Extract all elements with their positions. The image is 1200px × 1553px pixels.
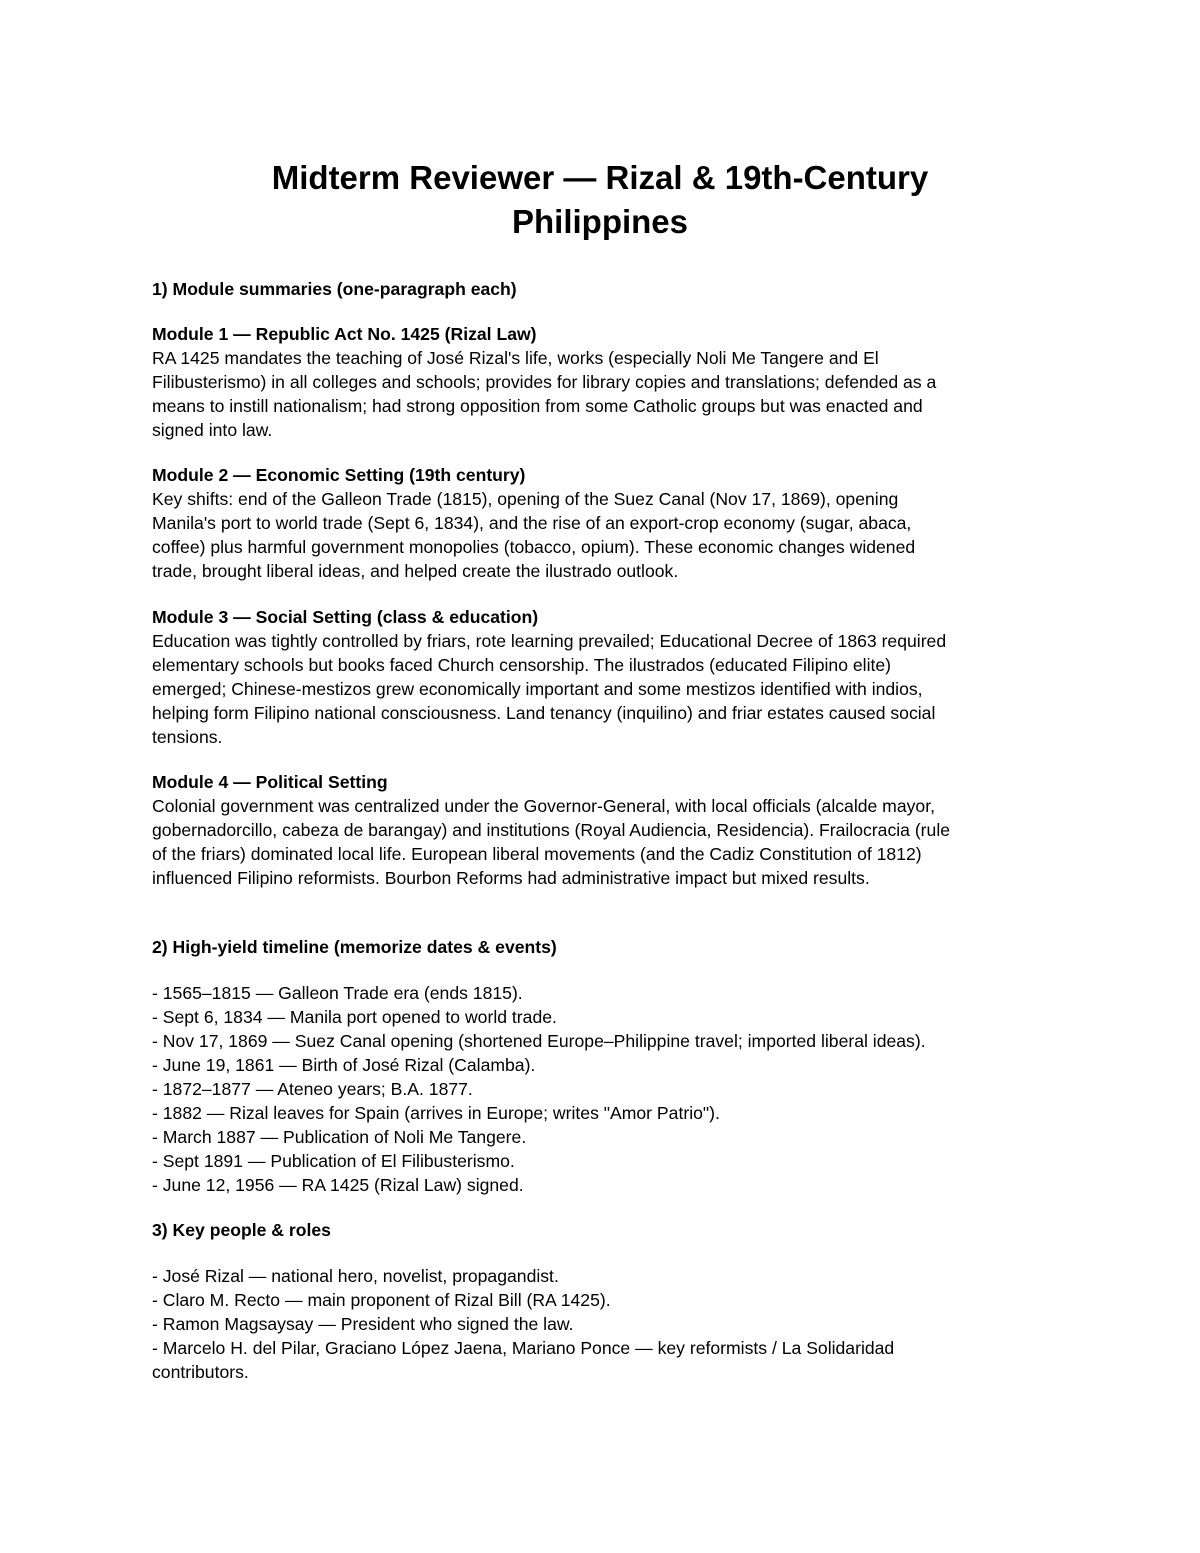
paragraph-line: Colonial government was centralized under the Governor-General, with local officials (alcalde mayor,	[152, 796, 935, 816]
paragraph-line: RA 1425 mandates the teaching of José Rizal's life, works (especially Noli Me Tangere and El	[152, 348, 879, 368]
paragraph-line: signed into law.	[152, 420, 273, 440]
paragraph-line: Manila's port to world trade (Sept 6, 1834), and the rise of an export-crop economy (sugar, abaca,	[152, 513, 912, 533]
paragraph-line: Education was tightly controlled by friars, rote learning prevailed; Educational Decree of 1863 required	[152, 631, 947, 651]
section-heading-key-people: 3) Key people & roles	[152, 1220, 331, 1240]
module-2-block	[152, 463, 1052, 583]
module-4-block	[152, 770, 1052, 890]
timeline-item: - Sept 1891 — Publication of El Filibusterismo.	[152, 1151, 515, 1171]
paragraph-line: of the friars) dominated local life. European liberal movements (and the Cadiz Constitution of 1812)	[152, 844, 922, 864]
paragraph-line: Key shifts: end of the Galleon Trade (1815), opening of the Suez Canal (Nov 17, 1869), opening	[152, 489, 899, 509]
timeline-item: - 1872–1877 — Ateneo years; B.A. 1877.	[152, 1079, 473, 1099]
timeline-item: - Nov 17, 1869 — Suez Canal opening (shortened Europe–Philippine travel; imported liberal ideas).	[152, 1031, 926, 1051]
paragraph-line: coffee) plus harmful government monopolies (tobacco, opium). These economic changes widened	[152, 537, 916, 557]
paragraph-line: emerged; Chinese-mestizos grew economically important and some mestizos identified with indios,	[152, 679, 923, 699]
key-people-list	[152, 1264, 1052, 1384]
page-title	[150, 156, 1050, 244]
title-line: Philippines	[511, 203, 689, 240]
list-item: - Marcelo H. del Pilar, Graciano López Jaena, Mariano Ponce — key reformists / La Solidaridad	[152, 1338, 895, 1358]
module-3-heading: Module 3 — Social Setting (class & education)	[152, 607, 539, 627]
timeline-item: - 1565–1815 — Galleon Trade era (ends 1815).	[152, 983, 523, 1003]
paragraph-line: influenced Filipino reformists. Bourbon Reforms had administrative impact but mixed results.	[152, 868, 870, 888]
timeline-item: - Sept 6, 1834 — Manila port opened to world trade.	[152, 1007, 557, 1027]
list-item: contributors.	[152, 1362, 249, 1382]
paragraph-line: tensions.	[152, 727, 223, 747]
timeline-item: - June 12, 1956 — RA 1425 (Rizal Law) signed.	[152, 1175, 524, 1195]
paragraph-line: gobernadorcillo, cabeza de barangay) and institutions (Royal Audiencia, Residencia). Frailocracia (rule	[152, 820, 951, 840]
paragraph-line: helping form Filipino national consciousness. Land tenancy (inquilino) and friar estates caused social	[152, 703, 936, 723]
list-item: - Ramon Magsaysay — President who signed the law.	[152, 1314, 574, 1334]
list-item: - Claro M. Recto — main proponent of Rizal Bill (RA 1425).	[152, 1290, 611, 1310]
module-1-block	[152, 322, 1052, 442]
module-2-heading: Module 2 — Economic Setting (19th century)	[152, 465, 526, 485]
list-item: - José Rizal — national hero, novelist, propagandist.	[152, 1266, 559, 1286]
timeline-item: - June 19, 1861 — Birth of José Rizal (Calamba).	[152, 1055, 536, 1075]
module-4-heading: Module 4 — Political Setting	[152, 772, 388, 792]
title-line: Midterm Reviewer — Rizal & 19th-Century	[271, 159, 929, 196]
paragraph-line: means to instill nationalism; had strong opposition from some Catholic groups but was enacted and	[152, 396, 923, 416]
paragraph-line: Filibusterismo) in all colleges and schools; provides for library copies and translations; defended as a	[152, 372, 937, 392]
timeline-item: - March 1887 — Publication of Noli Me Tangere.	[152, 1127, 527, 1147]
paragraph-line: elementary schools but books faced Church censorship. The ilustrados (educated Filipino elite)	[152, 655, 892, 675]
timeline-list	[152, 981, 1052, 1197]
module-1-heading: Module 1 — Republic Act No. 1425 (Rizal Law)	[152, 324, 537, 344]
timeline-item: - 1882 — Rizal leaves for Spain (arrives in Europe; writes "Amor Patrio").	[152, 1103, 720, 1123]
section-heading-module-summaries: 1) Module summaries (one-paragraph each)	[152, 279, 517, 299]
module-3-block	[152, 605, 1052, 749]
section-heading-timeline: 2) High-yield timeline (memorize dates & events)	[152, 937, 557, 957]
paragraph-line: trade, brought liberal ideas, and helped create the ilustrado outlook.	[152, 561, 679, 581]
